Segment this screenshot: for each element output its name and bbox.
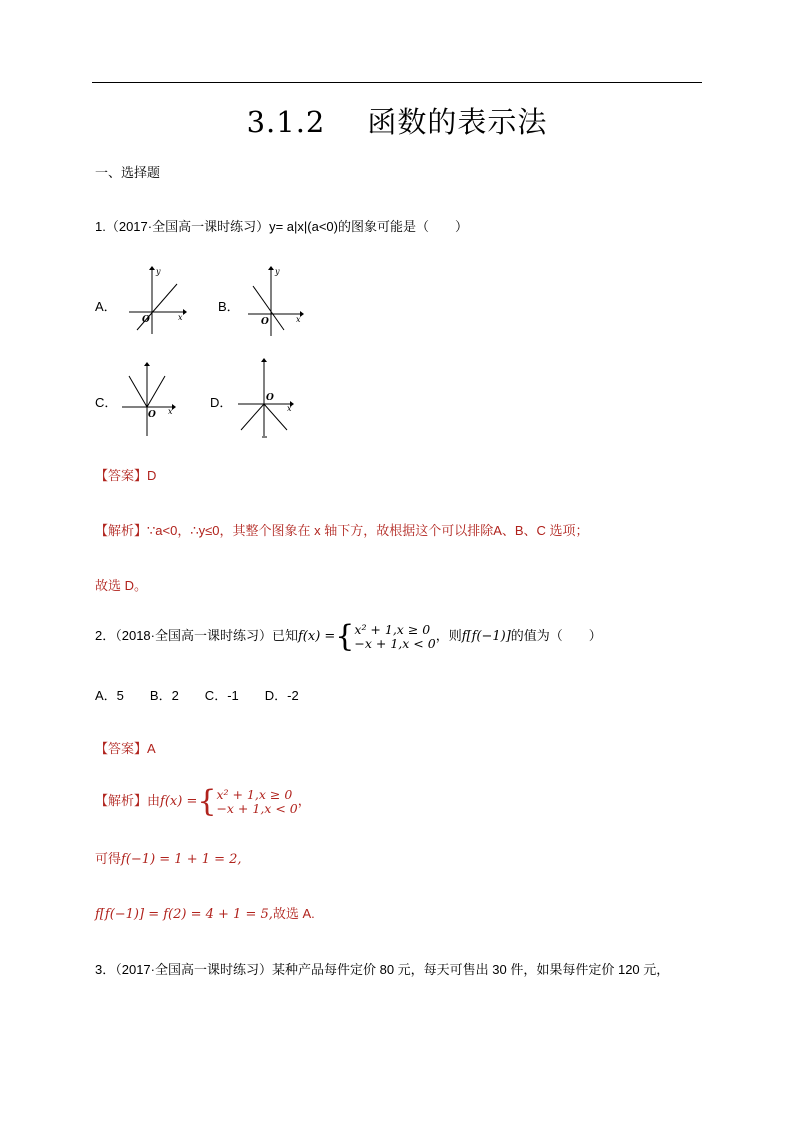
q2-brace: { — [335, 618, 355, 654]
q1-option-d-label: D． — [210, 395, 233, 410]
q1-analysis-text: ∵a<0，∴y≤0，其整个图象在 x 轴下方，故根据这个可以排除A、B、C 选项； — [147, 523, 589, 538]
q2-options: A．5 B．2 C．-1 D．-2 — [95, 688, 299, 703]
section-heading: 一、选择题 — [95, 165, 161, 180]
q1-stem: 1.（2017·全国高一课时练习）y= a|x|(a<0)的图象可能是（ ） — [95, 219, 468, 234]
q1-graph-c — [120, 362, 185, 440]
q2-analysis — [95, 783, 311, 819]
q2-ffx: f[f(−1)] — [461, 629, 511, 644]
q1-graph-c-x-label: x — [168, 407, 173, 416]
q1-graph-b-x-label: x — [296, 315, 301, 324]
q2-analysis-label: 【解析】 — [95, 793, 148, 808]
top-rule — [92, 82, 702, 83]
q1-graph-b-origin-label: O — [261, 317, 269, 327]
q2-step1 — [95, 851, 242, 868]
q2-analysis-case2: −x + 1,x < 0 — [216, 800, 298, 816]
q2-case2: −x + 1,x < 0 — [354, 635, 436, 651]
q3-stem: 3．（2017·全国高一课时练习）某种产品每件定价 80 元，每天可售出 30 件，如果每件定价 120 元， — [95, 962, 670, 977]
q2-step1-lead: 可得 — [95, 851, 122, 866]
q2-analysis-tail: ， — [297, 793, 311, 808]
title-text: 函数的表示法 — [367, 105, 548, 139]
q1-analysis — [95, 523, 589, 539]
q2-analysis-brace: { — [197, 783, 217, 819]
q1-answer-label: 【答案】 — [95, 468, 148, 483]
q2-analysis-case1: x² + 1,x ≥ 0 — [216, 786, 293, 802]
page-title — [0, 100, 794, 141]
q1-option-c-label: C． — [95, 395, 118, 410]
q1-answer-value: D — [147, 468, 157, 483]
q2-analysis-cases — [216, 788, 297, 816]
q1-graph-d — [236, 358, 301, 440]
q1-analysis-label: 【解析】 — [95, 523, 148, 538]
q2-stem — [95, 618, 602, 654]
q1-graph-a — [125, 262, 190, 340]
title-number: 3.1.2 — [246, 105, 326, 139]
q1-graph-b-y-label: y — [275, 267, 280, 276]
q2-stem-prefix: 2．（2018·全国高一课时练习）已知 — [95, 628, 298, 643]
q2-analysis-lead: 由 — [147, 793, 161, 808]
q2-step2 — [95, 906, 315, 923]
q1-graph-c-origin-label: O — [148, 410, 156, 420]
q2-answer-value: A — [147, 741, 156, 756]
q1-graph-d-origin-label: O — [266, 393, 274, 403]
q2-answer — [95, 741, 156, 757]
q2-analysis-fx: f(x) = — [160, 794, 198, 809]
q2-step2-tail: 故选 A. — [272, 906, 315, 921]
q2-suffix: 的值为（ ） — [510, 628, 602, 643]
q1-graph-d-x-label: x — [287, 404, 292, 413]
q1-graph-a-x-label: x — [178, 313, 183, 322]
q1-graph-b — [244, 264, 309, 342]
q1-graph-a-origin-label: O — [142, 315, 150, 325]
q2-cases — [354, 623, 435, 651]
q1-graph-a-y-label: y — [156, 267, 161, 276]
q1-answer — [95, 468, 156, 484]
q2-case1: x² + 1,x ≥ 0 — [354, 621, 431, 637]
q1-option-b-label: B． — [218, 299, 240, 314]
q2-suffix-pre: ，则 — [435, 628, 462, 643]
q2-step2-math: f[f(−1)] = f(2) = 4 + 1 = 5, — [95, 907, 273, 922]
q1-option-a-label: A． — [95, 299, 117, 314]
q1-analysis-conclusion: 故选 D。 — [95, 578, 148, 593]
q2-answer-label: 【答案】 — [95, 741, 148, 756]
q2-fx: f(x) = — [297, 629, 336, 644]
q2-step1-math: f(−1) = 1 + 1 = 2, — [121, 852, 242, 867]
